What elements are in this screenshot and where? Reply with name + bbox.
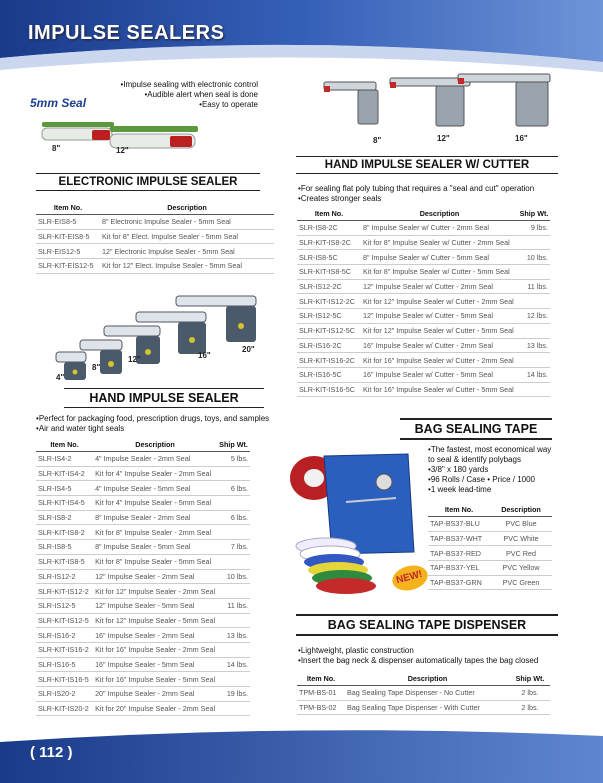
table-cell: SLR-KIT-IS12-2C xyxy=(297,294,361,309)
table-row xyxy=(297,294,550,309)
table-cell: Kit for 4" Impulse Sealer - 5mm Seal xyxy=(93,496,217,511)
electronic-bullets xyxy=(116,80,258,110)
col-header: Description xyxy=(93,438,217,452)
table-cell xyxy=(217,672,250,687)
table-cell: 12" Impulse Sealer - 2mm Seal xyxy=(93,569,217,584)
table-row xyxy=(36,510,250,525)
table-cell: 6 lbs. xyxy=(217,510,250,525)
table-cell: SLR-KIT-IS8-2 xyxy=(36,525,93,540)
table-row xyxy=(36,525,250,540)
electronic-heading: ELECTRONIC IMPULSE SEALER xyxy=(36,173,260,191)
table-cell: SLR-KIT-IS4-5 xyxy=(36,496,93,511)
table-cell: 2 lbs. xyxy=(510,700,550,715)
table-row xyxy=(297,221,550,236)
table-cell: SLR-EIS12-5 xyxy=(36,244,100,259)
footer-banner xyxy=(0,728,603,783)
table-cell: SLR-IS12-2C xyxy=(297,279,361,294)
cutter-heading: HAND IMPULSE SEALER W/ CUTTER xyxy=(296,156,558,174)
cutter-sealers-image xyxy=(318,68,556,140)
col-header: Item No. xyxy=(428,503,490,517)
col-header: Ship Wt. xyxy=(510,672,550,686)
table-cell: SLR-IS4-2 xyxy=(36,452,93,467)
col-header: Ship Wt. xyxy=(518,207,550,221)
bullet: • Air and water tight seals xyxy=(36,424,286,434)
table-cell: Kit for 12" Impulse Sealer w/ Cutter - 2mm Seal xyxy=(361,294,518,309)
table-cell: Kit for 12" Elect. Impulse Sealer - 5mm Seal xyxy=(100,259,274,274)
table-row xyxy=(36,642,250,657)
table-cell: 4" Impulse Sealer - 5mm Seal xyxy=(93,481,217,496)
bullet: • Creates stronger seals xyxy=(298,194,564,204)
table-cell xyxy=(518,353,550,368)
table-cell: Kit for 8" Impulse Sealer w/ Cutter - 2mm Seal xyxy=(361,235,518,250)
table-cell: SLR-IS8-2C xyxy=(297,221,361,236)
table-row xyxy=(36,244,274,259)
bullet: • Lightweight, plastic construction xyxy=(298,646,564,656)
size-label: 16" xyxy=(198,351,211,360)
table-cell: 8" Impulse Sealer w/ Cutter - 2mm Seal xyxy=(361,221,518,236)
table-cell xyxy=(518,323,550,338)
seal-badge: 5mm Seal xyxy=(30,96,87,110)
table-cell: 6 lbs. xyxy=(217,481,250,496)
table-cell: 19 lbs. xyxy=(217,687,250,702)
col-header: Description xyxy=(100,201,274,215)
table-cell: SLR-IS8-2 xyxy=(36,510,93,525)
table-row xyxy=(36,540,250,555)
table-cell: SLR-IS20-2 xyxy=(36,687,93,702)
table-cell: SLR-IS8-5 xyxy=(36,540,93,555)
table-cell: TAP-BS37-RED xyxy=(428,546,490,561)
table-cell: Kit for 16" Impulse Sealer - 2mm Seal xyxy=(93,642,217,657)
table-cell: SLR-KIT-EIS12-5 xyxy=(36,259,100,274)
table-cell: Kit for 8" Impulse Sealer w/ Cutter - 5mm Seal xyxy=(361,265,518,280)
bullet: • 1 week lead-time xyxy=(428,485,560,495)
table-row xyxy=(36,613,250,628)
table-row xyxy=(297,323,550,338)
table-cell: SLR-IS16-5C xyxy=(297,367,361,382)
table-cell: 12" Impulse Sealer w/ Cutter - 2mm Seal xyxy=(361,279,518,294)
bullet: • Impulse sealing with electronic control xyxy=(116,80,258,90)
table-cell: 9 lbs. xyxy=(518,221,550,236)
table-cell xyxy=(217,525,250,540)
table-cell: PVC Yellow xyxy=(490,561,552,576)
table-cell: PVC Blue xyxy=(490,517,552,532)
table-row xyxy=(297,353,550,368)
table-row xyxy=(36,569,250,584)
table-row xyxy=(297,250,550,265)
size-label: 8" xyxy=(92,363,101,372)
table-cell: SLR-IS4-5 xyxy=(36,481,93,496)
tape-bullets xyxy=(428,445,560,495)
table-row xyxy=(428,531,552,546)
table-cell: Kit for 8" Impulse Sealer - 5mm Seal xyxy=(93,554,217,569)
table-cell: TPM-BS-02 xyxy=(297,700,345,715)
table-cell: SLR-IS16-2C xyxy=(297,338,361,353)
table-cell: 13 lbs. xyxy=(518,338,550,353)
tape-heading: BAG SEALING TAPE xyxy=(400,418,552,440)
size-label: 16" xyxy=(515,134,528,143)
size-label: 8" xyxy=(52,144,61,153)
table-cell: 16" Impulse Sealer w/ Cutter - 5mm Seal xyxy=(361,367,518,382)
table-row xyxy=(297,382,550,397)
table-cell: SLR-KIT-IS12-2 xyxy=(36,584,93,599)
table-cell: SLR-IS12-2 xyxy=(36,569,93,584)
table-cell: 16" Impulse Sealer w/ Cutter - 2mm Seal xyxy=(361,338,518,353)
dispenser-table xyxy=(297,672,550,715)
table-row xyxy=(36,215,274,230)
table-cell: SLR-IS8-5C xyxy=(297,250,361,265)
size-label: 8" xyxy=(373,136,382,145)
size-label: 12" xyxy=(437,134,450,143)
table-row xyxy=(428,546,552,561)
new-badge-label: NEW! xyxy=(395,568,424,587)
col-header: Item No. xyxy=(297,672,345,686)
hand-table xyxy=(36,438,250,716)
col-header: Ship Wt. xyxy=(217,438,250,452)
col-header: Description xyxy=(345,672,510,686)
table-cell: 8" Impulse Sealer - 5mm Seal xyxy=(93,540,217,555)
bullet: • Audible alert when seal is done xyxy=(116,90,258,100)
table-cell: 12 lbs. xyxy=(518,309,550,324)
table-row xyxy=(36,481,250,496)
table-cell: TAP-BS37-WHT xyxy=(428,531,490,546)
table-row xyxy=(36,584,250,599)
table-row xyxy=(36,229,274,244)
table-cell: Bag Sealing Tape Dispenser - With Cutter xyxy=(345,700,510,715)
cutter-bullets xyxy=(298,184,564,204)
table-cell: 8" Electronic Impulse Sealer - 5mm Seal xyxy=(100,215,274,230)
table-cell: 11 lbs. xyxy=(217,598,250,613)
table-cell: Kit for 16" Impulse Sealer w/ Cutter - 5mm Seal xyxy=(361,382,518,397)
table-row xyxy=(36,452,250,467)
cutter-table xyxy=(297,207,550,397)
table-cell xyxy=(217,466,250,481)
table-row xyxy=(428,575,552,590)
table-cell: 16" Impulse Sealer - 5mm Seal xyxy=(93,657,217,672)
table-cell xyxy=(217,701,250,716)
table-cell: 16" Impulse Sealer - 2mm Seal xyxy=(93,628,217,643)
size-label: 12" xyxy=(128,355,141,364)
table-cell: 12" Electronic Impulse Sealer - 5mm Seal xyxy=(100,244,274,259)
table-cell xyxy=(518,235,550,250)
table-cell xyxy=(217,584,250,599)
table-cell: 7 lbs. xyxy=(217,540,250,555)
table-cell: PVC Red xyxy=(490,546,552,561)
table-cell: SLR-KIT-IS8-5 xyxy=(36,554,93,569)
table-cell: 14 lbs. xyxy=(217,657,250,672)
page-title: IMPULSE SEALERS xyxy=(28,22,225,44)
table-cell: 10 lbs. xyxy=(518,250,550,265)
table-cell: SLR-IS12-5C xyxy=(297,309,361,324)
table-cell: 8" Impulse Sealer - 2mm Seal xyxy=(93,510,217,525)
table-cell: TAP-BS37-GRN xyxy=(428,575,490,590)
table-cell: SLR-KIT-IS16-5 xyxy=(36,672,93,687)
table-cell xyxy=(518,294,550,309)
col-header: Item No. xyxy=(36,438,93,452)
table-cell: SLR-KIT-IS8-2C xyxy=(297,235,361,250)
bullet: • 3/8" x 180 yards xyxy=(428,465,560,475)
table-cell xyxy=(518,265,550,280)
table-cell: 20" Impulse Sealer - 2mm Seal xyxy=(93,687,217,702)
size-label: 20" xyxy=(242,345,255,354)
table-cell: SLR-KIT-IS8-5C xyxy=(297,265,361,280)
table-cell: SLR-IS16-5 xyxy=(36,657,93,672)
table-cell xyxy=(217,554,250,569)
table-row xyxy=(428,517,552,532)
table-cell: SLR-KIT-IS20-2 xyxy=(36,701,93,716)
col-header: Item No. xyxy=(36,201,100,215)
table-row xyxy=(297,700,550,715)
table-cell: TPM-BS-01 xyxy=(297,686,345,701)
table-row xyxy=(36,672,250,687)
electronic-table xyxy=(36,201,274,274)
table-cell: 2 lbs. xyxy=(510,686,550,701)
table-cell: SLR-IS16-2 xyxy=(36,628,93,643)
table-cell: Kit for 8" Elect. Impulse Sealer - 5mm Seal xyxy=(100,229,274,244)
table-cell xyxy=(217,613,250,628)
bullet: • Easy to operate xyxy=(116,100,258,110)
table-cell: SLR-KIT-IS16-2 xyxy=(36,642,93,657)
table-cell: Kit for 4" Impulse Sealer - 2mm Seal xyxy=(93,466,217,481)
table-row xyxy=(36,687,250,702)
table-cell: 13 lbs. xyxy=(217,628,250,643)
size-label: 12" xyxy=(116,146,129,155)
table-row xyxy=(297,265,550,280)
table-row xyxy=(297,309,550,324)
dispenser-bullets xyxy=(298,646,564,666)
table-cell xyxy=(518,382,550,397)
table-cell: Kit for 20" Impulse Sealer - 2mm Seal xyxy=(93,701,217,716)
table-row xyxy=(36,657,250,672)
table-row xyxy=(428,561,552,576)
table-row xyxy=(297,338,550,353)
table-cell: Kit for 12" Impulse Sealer - 5mm Seal xyxy=(93,613,217,628)
hand-heading: HAND IMPULSE SEALER xyxy=(64,388,264,408)
table-row xyxy=(36,554,250,569)
table-cell: SLR-KIT-IS12-5C xyxy=(297,323,361,338)
bullet: • 96 Rolls / Case • Price / 1000 xyxy=(428,475,560,485)
table-cell: Kit for 12" Impulse Sealer w/ Cutter - 5mm Seal xyxy=(361,323,518,338)
table-cell: Bag Sealing Tape Dispenser - No Cutter xyxy=(345,686,510,701)
size-label: 4" xyxy=(56,373,65,382)
table-cell: 10 lbs. xyxy=(217,569,250,584)
page-number: ( 112 ) xyxy=(30,744,73,761)
bullet: • The fastest, most economical way to seal & identify polybags xyxy=(428,445,560,465)
col-header: Item No. xyxy=(297,207,361,221)
table-cell: SLR-IS12-5 xyxy=(36,598,93,613)
table-cell xyxy=(217,496,250,511)
bullet: • For sealing flat poly tubing that requires a "seal and cut" operation xyxy=(298,184,564,194)
tape-table xyxy=(428,503,552,590)
table-row xyxy=(36,466,250,481)
dispenser-heading: BAG SEALING TAPE DISPENSER xyxy=(296,614,558,636)
table-cell: PVC White xyxy=(490,531,552,546)
table-row xyxy=(297,686,550,701)
table-row xyxy=(36,701,250,716)
table-cell: 4" Impulse Sealer - 2mm Seal xyxy=(93,452,217,467)
table-cell: 14 lbs. xyxy=(518,367,550,382)
col-header: Description xyxy=(361,207,518,221)
table-row xyxy=(36,598,250,613)
table-cell: SLR-EIS8-5 xyxy=(36,215,100,230)
table-row xyxy=(297,279,550,294)
table-cell: SLR-KIT-IS16-2C xyxy=(297,353,361,368)
table-cell: 12" Impulse Sealer w/ Cutter - 5mm Seal xyxy=(361,309,518,324)
table-row xyxy=(36,628,250,643)
table-cell: TAP-BS37-YEL xyxy=(428,561,490,576)
table-row xyxy=(36,259,274,274)
table-cell: PVC Green xyxy=(490,575,552,590)
table-cell: 12" Impulse Sealer - 5mm Seal xyxy=(93,598,217,613)
table-cell: 11 lbs. xyxy=(518,279,550,294)
table-cell: Kit for 12" Impulse Sealer - 2mm Seal xyxy=(93,584,217,599)
hand-bullets xyxy=(36,414,286,434)
table-cell: TAP-BS37-BLU xyxy=(428,517,490,532)
bullet: • Insert the bag neck & dispenser automatically tapes the bag closed xyxy=(298,656,564,666)
table-cell: SLR-KIT-EIS8-5 xyxy=(36,229,100,244)
table-cell: 5 lbs. xyxy=(217,452,250,467)
table-cell: Kit for 16" Impulse Sealer w/ Cutter - 2mm Seal xyxy=(361,353,518,368)
table-cell: 8" Impulse Sealer w/ Cutter - 5mm Seal xyxy=(361,250,518,265)
bullet: • Perfect for packaging food, prescription drugs, toys, and samples xyxy=(36,414,286,424)
table-row xyxy=(297,235,550,250)
col-header: Description xyxy=(490,503,552,517)
table-cell: Kit for 16" Impulse Sealer - 5mm Seal xyxy=(93,672,217,687)
table-cell: SLR-KIT-IS12-5 xyxy=(36,613,93,628)
table-cell: SLR-KIT-IS16-5C xyxy=(297,382,361,397)
hand-sealers-image xyxy=(36,282,266,382)
table-cell: Kit for 8" Impulse Sealer - 2mm Seal xyxy=(93,525,217,540)
table-row xyxy=(297,367,550,382)
table-row xyxy=(36,496,250,511)
table-cell xyxy=(217,642,250,657)
table-cell: SLR-KIT-IS4-2 xyxy=(36,466,93,481)
